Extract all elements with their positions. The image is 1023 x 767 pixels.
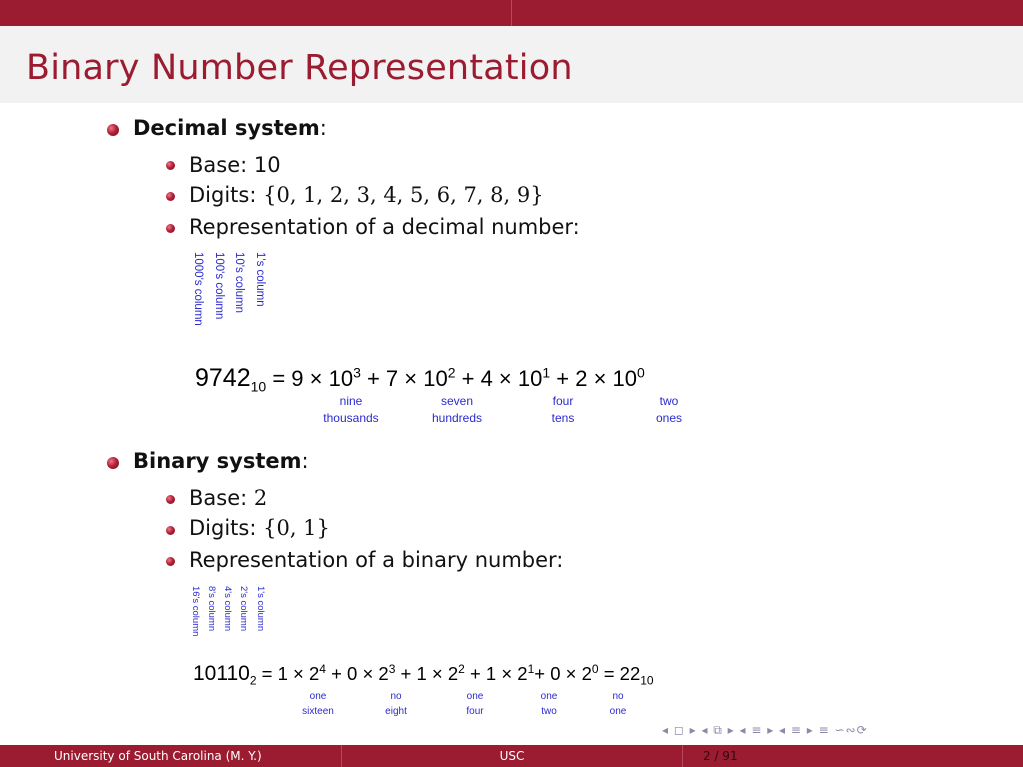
decimal-equation: $9742_{10} = 9 \times 10^3 + 7 \times 10^2 + 4 \times 10^1 + 2 \times 10^0$: [195, 364, 645, 395]
header-bar: [0, 0, 1023, 26]
column-label-16s: 16's column: [190, 586, 201, 637]
place-word: two ones: [655, 394, 683, 426]
column-label-8s: 8's column: [206, 586, 217, 632]
decimal-rep-label: Representation of a decimal number:: [189, 215, 580, 239]
sub-bullet-icon: [166, 495, 175, 504]
bullet-icon: [107, 124, 119, 136]
place-word: nine thousands: [323, 394, 379, 426]
place-word: one four: [466, 691, 484, 717]
sub-bullet-icon: [166, 224, 175, 233]
footer-institution: USC: [341, 745, 682, 767]
column-label-1000s: 1000's column: [192, 252, 204, 326]
beamer-navigation-icons[interactable]: ◂ ◻ ▸ ◂ ⧉ ▸ ◂ ≡ ▸ ◂ ≡ ▸ ≡ ∽∾⟳: [662, 723, 868, 737]
bullet-icon: [107, 457, 119, 469]
sub-bullet-icon: [166, 161, 175, 170]
decimal-base: Base: 10: [189, 153, 281, 177]
decimal-heading: Decimal system:: [133, 116, 327, 140]
sub-bullet-icon: [166, 526, 175, 535]
binary-base: Base: 2: [189, 486, 268, 510]
place-word: four tens: [551, 394, 575, 426]
binary-equation: $10110_2 = 1 \times 2^4 + 0 \times 2^3 + 1 \times 2^2 + 1 \times 2^1+ 0 \times 2^0 = 22_{10}$: [193, 661, 654, 688]
footer-page-number: 2 / 91: [682, 745, 1023, 767]
header-bar-right: [511, 0, 1023, 26]
place-word: one two: [540, 691, 558, 717]
column-label-1s: 1's column: [254, 252, 266, 307]
slide-title: Binary Number Representation: [26, 48, 573, 88]
column-label-4s: 4's column: [222, 586, 233, 632]
place-word: one sixteen: [302, 691, 334, 717]
footer-author: University of South Carolina (M. Y.): [0, 745, 341, 767]
place-word: seven hundreds: [431, 394, 483, 426]
column-label-1s: 1's column: [255, 586, 266, 632]
sub-bullet-icon: [166, 557, 175, 566]
binary-heading: Binary system:: [133, 449, 309, 473]
binary-rep-label: Representation of a binary number:: [189, 548, 564, 572]
place-word: no one: [609, 691, 627, 717]
column-label-10s: 10's column: [233, 252, 245, 314]
sub-bullet-icon: [166, 192, 175, 201]
footer-bar: [0, 745, 1023, 767]
binary-digits: Digits: {0, 1}: [189, 516, 330, 540]
column-label-100s: 100's column: [213, 252, 225, 320]
place-word: no eight: [385, 691, 407, 717]
header-bar-left: [0, 0, 511, 26]
decimal-digits: Digits: {0, 1, 2, 3, 4, 5, 6, 7, 8, 9}: [189, 183, 544, 207]
column-label-2s: 2's column: [238, 586, 249, 632]
